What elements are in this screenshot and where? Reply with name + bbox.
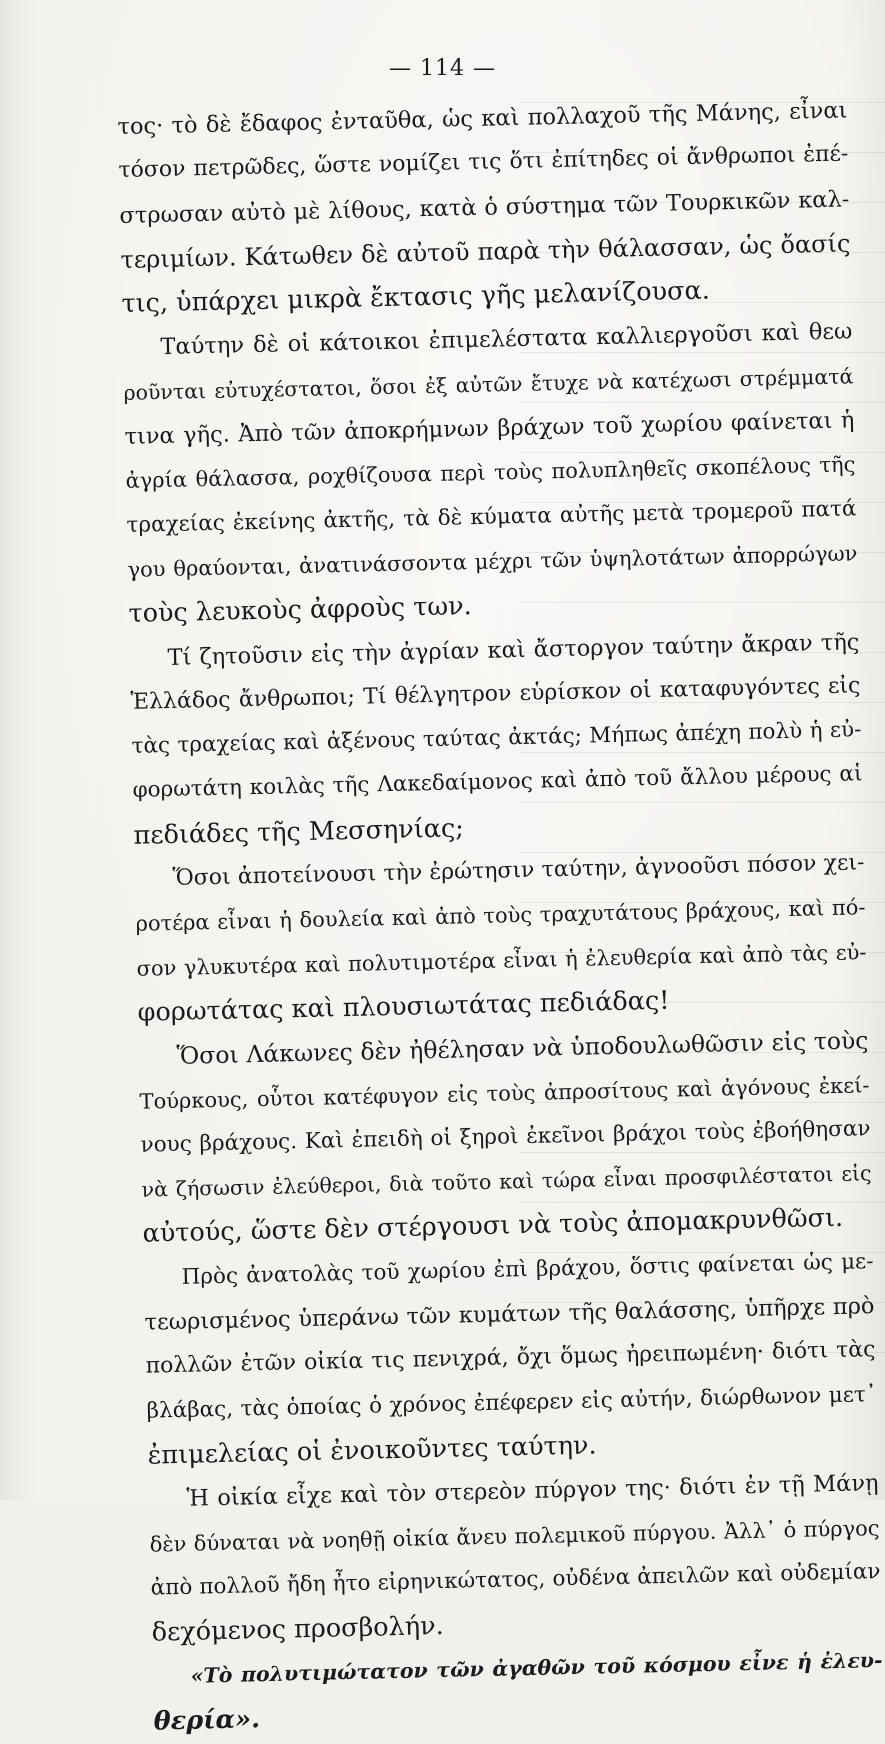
- text-line: τις, ὑπάρχει μικρὰ ἔκτασις γῆς μελανίζουσα.: [121, 275, 711, 320]
- text-line: θερία».: [153, 1703, 261, 1737]
- text-line: Ὅσοι Λάκωνες δὲν ἠθέλησαν νὰ ὑποδουλωθῶσιν εἰς τοὺς: [176, 1026, 869, 1071]
- text-line: Ἑλλάδος ἄνθρωποι; Τί θέλγητρον εὑρίσκον οἱ καταφυγόντες εἰς: [130, 673, 861, 715]
- text-line: τος· τὸ δὲ ἔδαφος ἐνταῦθα, ὡς καὶ πολλαχοῦ τῆς Μάνης, εἶναι: [117, 97, 848, 140]
- text-line: φορωτάτας καὶ πλουσιωτάτας πεδιάδας!: [137, 985, 670, 1028]
- text-line: τραχείας ἐκείνης ἀκτῆς, τὰ δὲ κύματα αὐτῆς μετὰ τρομεροῦ πατά: [126, 496, 857, 538]
- text-line: βλάβας, τὰς ὁποίας ὁ χρόνος ἐπέφερεν εἰς αὐτήν, διώρθωνον μετ᾽: [146, 1381, 877, 1424]
- text-line: στρωσαν αὐτὸ μὲ λίθους, κατὰ ὁ σύστημα τῶν Τουρκικῶν καλ-: [119, 186, 850, 229]
- text-line: «Τὸ πολυτιμώτατον τῶν ἀγαθῶν τοῦ κόσμου εἶνε ἡ ἐλευ-: [190, 1648, 883, 1689]
- text-line: Ὅσοι ἀποτείνουσι τὴν ἐρώτησιν ταύτην, ἀγνοοῦσι πόσον χει-: [172, 850, 865, 891]
- page-number-header: — 114 —: [389, 56, 496, 81]
- text-line: τεριμίων. Κάτωθεν δὲ αὐτοῦ παρὰ τὴν θάλασσαν, ὡς ὄασίς: [120, 229, 851, 274]
- text-line: ροῦνται εὐτυχέστατοι, ὅσοι ἐξ αὐτῶν ἔτυχε νὰ κατέχωσι στρέμματά: [123, 364, 854, 405]
- text-line: σον γλυκυτέρα καὶ πολυτιμοτέρα εἶναι ἡ ἐλευθερία καὶ ἀπὸ τὰς εὐ-: [136, 939, 867, 981]
- text-line: τεωρισμένος ὑπεράνω τῶν κυμάτων τῆς θαλάσσης, ὑπῆρχε πρὸ: [144, 1293, 875, 1336]
- text-line: τοὺς λευκοὺς ἀφροὺς των.: [128, 591, 473, 630]
- text-line: Ἡ οἰκία εἶχε καὶ τὸν στερεὸν πύργον της· διότι ἐν τῇ Μάνῃ: [186, 1470, 879, 1512]
- page-body-text: [117, 88, 884, 1743]
- text-line: ἀπὸ πολλοῦ ἤδη ἦτο εἰρηνικώτατος, οὐδένα ἀπειλῶν καὶ οὐδεμίαν: [150, 1558, 881, 1601]
- text-line: ἐπιμελείας οἱ ἐνοικοῦντες ταύτην.: [147, 1430, 597, 1471]
- text-line: πολλῶν ἐτῶν οἰκία τις πενιχρά, ὄχι ὅμως ἠρειπωμένη· διότι τὰς: [145, 1337, 876, 1379]
- text-line: νὰ ζήσωσιν ἐλεύθεροι, διὰ τοῦτο καὶ τώρα εἶναι προσφιλέστατοι εἰς: [141, 1161, 872, 1202]
- text-line: Τούρκους, οὗτοι κατέφυγον εἰς τοὺς ἀπροσίτους καὶ ἀγόνους ἐκεί-: [139, 1072, 870, 1114]
- text-line: νους βράχους. Καὶ ἐπειδὴ οἱ ξηροὶ ἐκεῖνοι βράχοι τοὺς ἐβοήθησαν: [140, 1116, 871, 1158]
- text-line: Τί ζητοῦσιν εἰς τὴν ἀγρίαν καὶ ἄστοργον ταύτην ἄκραν τῆς: [167, 628, 860, 671]
- text-line: ἀγρία θάλασσα, ροχθίζουσα περὶ τοὺς πολυπληθεῖς σκοπέλους τῆς: [125, 452, 856, 494]
- text-line: δεχόμενος προσβολήν.: [151, 1611, 444, 1648]
- text-line: τὰς τραχείας καὶ ἀξένους ταύτας ἀκτάς; Μήπως ἀπέχη πολὺ ἡ εὐ-: [131, 717, 862, 759]
- text-line: ροτέρα εἶναι ἡ δουλεία καὶ ἀπὸ τοὺς τραχυτάτους βράχους, καὶ πό-: [135, 895, 866, 937]
- text-line: Ταύτην δὲ οἱ κάτοικοι ἐπιμελέστατα καλλιεργοῦσι καὶ θεω: [160, 318, 853, 361]
- text-line: γου θραύονται, ἀνατινάσσοντα μέχρι τῶν ὑψηλοτάτων ἀπορρώγων: [127, 541, 858, 582]
- text-line: αὐτούς, ὥστε δὲν στέργουσι νὰ τοὺς ἀπομακρυνθῶσι.: [142, 1203, 844, 1250]
- text-line: τινα γῆς. Ἀπὸ τῶν ἀποκρήμνων βράχων τοῦ χωρίου φαίνεται ἡ: [124, 407, 855, 450]
- text-line: πεδιάδες τῆς Μεσσηνίας;: [133, 813, 465, 851]
- text-line: φορωτάτη κοιλὰς τῆς Λακεδαίμονος καὶ ἀπὸ τοῦ ἄλλου μέρους αἱ: [132, 761, 863, 804]
- text-line: δὲν δύναται νὰ νοηθῇ οἰκία ἄνευ πολεμικοῦ πύργου. Ἀλλ᾽ ὁ πύργος: [149, 1515, 880, 1557]
- text-line: τόσον πετρῶδες, ὥστε νομίζει τις ὅτι ἐπίτηδες οἱ ἄνθρωποι ἐπέ-: [118, 141, 849, 184]
- text-line: Πρὸς ἀνατολὰς τοῦ χωρίου ἐπὶ βράχου, ὅστις φαίνεται ὡς με-: [181, 1248, 874, 1290]
